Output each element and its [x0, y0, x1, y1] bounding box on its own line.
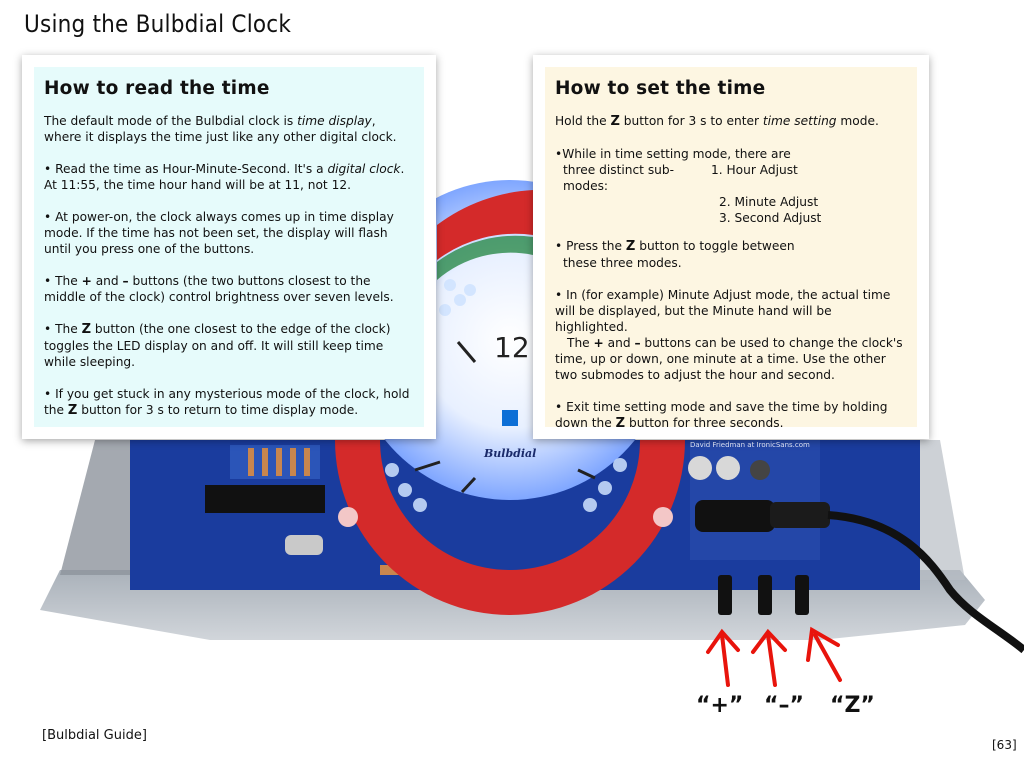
- text: The default mode of the Bulbdial clock is: [44, 114, 298, 128]
- text: ,: [371, 114, 376, 128]
- submode-minute: 2. Minute Adjust: [719, 195, 819, 209]
- set-time-paragraph-1: [555, 113, 907, 130]
- text: • Exit time setting mode and save the time by holding down the: [555, 400, 888, 430]
- text: • Read the time as Hour-Minute-Second. It's a: [44, 162, 328, 176]
- text: Hold the: [555, 114, 611, 128]
- submodes-label: three distinct sub-modes:: [563, 163, 675, 193]
- dial-number-12: 12: [494, 331, 530, 364]
- minus-symbol: –: [634, 336, 641, 350]
- read-time-paragraph-3: • At power-on, the clock always comes up in time display mode. If the time has not been set, the display will flash until you press one of the buttons.: [44, 210, 394, 256]
- z-symbol: Z: [81, 322, 92, 337]
- text: buttons (the two buttons closest to the middle of the clock) control brightness over seven levels.: [44, 274, 394, 304]
- text: • The: [44, 322, 82, 336]
- text: and: [91, 274, 123, 288]
- footer-guide-label: [Bulbdial Guide]: [42, 728, 147, 743]
- submode-hour: 1. Hour Adjust: [711, 163, 798, 177]
- text: At 11:55, the time hour hand will be at 11, not 12.: [44, 178, 351, 192]
- set-time-paragraph-4: [555, 287, 907, 383]
- text: button (the one closest to the edge of the clock) toggles the LED display on and off. It will still keep time while sleeping.: [44, 322, 391, 369]
- text: • The: [44, 274, 82, 288]
- text: • If you get stuck in any mysterious mode of the clock, hold the: [44, 387, 410, 417]
- set-time-panel-inner: [545, 67, 917, 431]
- set-time-heading: How to set the time: [555, 78, 766, 99]
- slide-title: Using the Bulbdial Clock: [24, 10, 292, 38]
- set-time-paragraph-3: [555, 238, 907, 271]
- submodes-intro: •While in time setting mode, there are: [555, 147, 791, 161]
- text: button to toggle between: [635, 239, 795, 253]
- set-time-panel: [533, 55, 929, 439]
- read-time-heading: How to read the time: [44, 78, 270, 99]
- read-time-paragraph-1: [44, 113, 414, 145]
- minus-button-label: “–”: [764, 693, 804, 718]
- read-time-paragraph-6: [44, 386, 414, 419]
- text: mode.: [836, 114, 879, 128]
- minus-symbol: –: [122, 274, 129, 288]
- submode-second: 3. Second Adjust: [719, 211, 822, 225]
- submode-row: [555, 162, 907, 194]
- read-time-panel: [22, 55, 436, 439]
- plus-button-label: “+”: [696, 693, 744, 718]
- text: button for three seconds.: [625, 416, 784, 430]
- submodes-list: [555, 146, 907, 226]
- text: .: [400, 162, 405, 176]
- z-symbol: Z: [615, 416, 626, 431]
- read-time-paragraph-4: [44, 273, 414, 305]
- z-symbol: Z: [610, 114, 620, 129]
- read-time-paragraph-2: [44, 161, 414, 193]
- text: button for 3 s to enter: [619, 114, 763, 128]
- read-time-panel-inner: [34, 67, 424, 427]
- text: • Press the: [555, 239, 626, 253]
- emphasis: time setting: [762, 114, 837, 128]
- text: these three modes.: [563, 256, 682, 270]
- text: • In (for example) Minute Adjust mode, the actual time will be displayed, but the Minute hand will be highlighted.: [555, 288, 891, 334]
- z-button-label: “Z”: [830, 693, 875, 718]
- emphasis: time display: [297, 114, 372, 128]
- credit-label: David Friedman at IronicSans.com: [690, 441, 810, 449]
- set-time-paragraph-5: [555, 399, 907, 432]
- text: buttons can be used to change the clock's time, up or down, one minute at a time. Use the other two submodes to adjust the hour and second.: [555, 336, 903, 382]
- plus-symbol: +: [81, 274, 92, 288]
- z-symbol: Z: [67, 403, 78, 418]
- text: button for 3 s to return to time display mode.: [77, 403, 359, 417]
- text: and: [603, 336, 635, 350]
- page-number: [63]: [992, 738, 1017, 752]
- read-time-paragraph-5: [44, 321, 414, 370]
- text: where it displays the time just like any other digital clock.: [44, 130, 397, 144]
- text: The: [567, 336, 594, 350]
- emphasis: digital clock: [327, 162, 401, 176]
- brand-label: Bulbdial: [484, 447, 537, 460]
- z-symbol: Z: [625, 239, 636, 254]
- plus-symbol: +: [593, 336, 604, 350]
